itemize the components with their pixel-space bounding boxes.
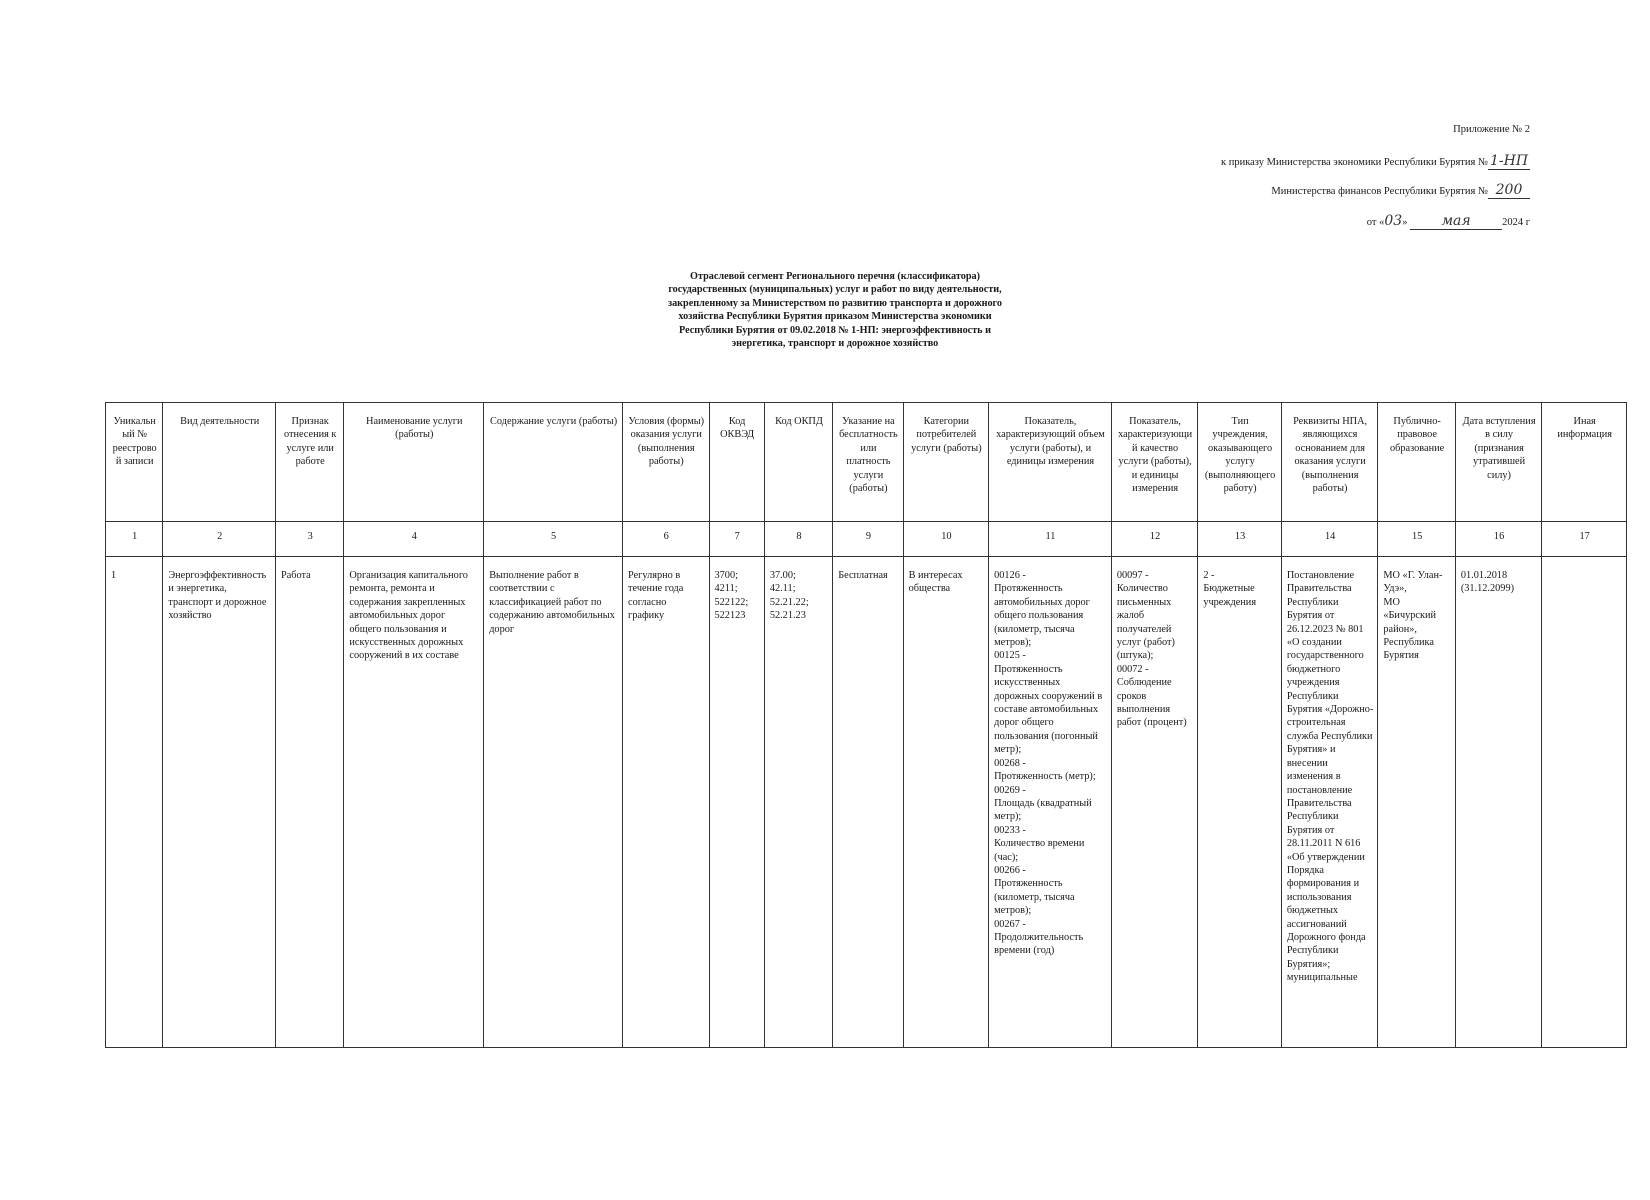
column-number: 9 xyxy=(833,522,903,557)
column-number: 12 xyxy=(1111,522,1198,557)
column-header: Код ОКПД xyxy=(764,403,832,522)
column-number: 4 xyxy=(344,522,484,557)
date-mid: » xyxy=(1402,217,1408,228)
column-header: Показатель, характеризующий объем услуги (работы), и единицы измерения xyxy=(989,403,1112,522)
order-line-text: к приказу Министерства экономики Республики Бурятия № xyxy=(1220,157,1488,168)
minfin-reference xyxy=(1271,182,1530,199)
column-header: Уникальный № реестровой записи xyxy=(106,403,163,522)
record-number-cell: 1 xyxy=(106,557,163,1048)
consumer-category-cell: В интересах общества xyxy=(903,557,989,1048)
column-header: Публично-правовое образование xyxy=(1378,403,1455,522)
column-header: Вид деятельности xyxy=(163,403,276,522)
payment-type-cell: Бесплатная xyxy=(833,557,903,1048)
legal-basis-cell: Постановление Правительства Республики Бурятия от 26.12.2023 № 801 «О создании государственного бюджетного учреждения Республики Бурятия «Дорожно-строительная служба Республики Бурятия» и внесении изменения в постановление Правительства Республики Бурятия от 28.11.2011 N 616 «Об утверждении Порядка формирования и использования бюджетных ассигнований Дорожного фонда Республики Бурятия»; муниципальные xyxy=(1281,557,1378,1048)
okved-code-cell: 3700; 4211; 522122; 522123 xyxy=(709,557,764,1048)
date-day: 03 xyxy=(1384,213,1403,229)
column-number: 15 xyxy=(1378,522,1455,557)
column-number: 11 xyxy=(989,522,1112,557)
column-number: 14 xyxy=(1281,522,1378,557)
institution-type-cell: 2 - Бюджетные учреждения xyxy=(1198,557,1281,1048)
column-number: 2 xyxy=(163,522,276,557)
column-number: 3 xyxy=(275,522,343,557)
column-header: Наименование услуги (работы) xyxy=(344,403,484,522)
column-header: Иная информация xyxy=(1542,403,1627,522)
column-number-row xyxy=(106,522,1627,557)
column-number: 10 xyxy=(903,522,989,557)
column-header: Показатель, характеризующий качество услуги (работы), и единицы измерения xyxy=(1111,403,1198,522)
column-number: 6 xyxy=(623,522,710,557)
effective-date-cell: 01.01.2018 (31.12.2099) xyxy=(1455,557,1542,1048)
column-number: 16 xyxy=(1455,522,1542,557)
service-content-cell: Выполнение работ в соответствии с классификацией работ по содержанию автомобильных дорог xyxy=(484,557,623,1048)
column-number: 13 xyxy=(1198,522,1281,557)
activity-type-cell: Энергоэффективность и энергетика, транспорт и дорожное хозяйство xyxy=(163,557,276,1048)
minfin-line-text: Министерства финансов Республики Бурятия № xyxy=(1271,186,1488,197)
okpd-code-cell: 37.00; 42.11; 52.21.22; 52.21.23 xyxy=(764,557,832,1048)
order-number: 1-НП xyxy=(1489,153,1529,169)
document-date xyxy=(1367,213,1530,230)
column-header: Реквизиты НПА, являющихся основанием для оказания услуги (выполнения работы) xyxy=(1281,403,1378,522)
column-number: 5 xyxy=(484,522,623,557)
appendix-label: Приложение № 2 xyxy=(1453,124,1530,135)
minfin-number: 200 xyxy=(1488,182,1530,199)
document-title: Отраслевой сегмент Регионального перечня (классификатора) государственных (муниципальных) услуг и работ по виду деятельности, закрепленному за Министерством по развитию транспорта и дорожного хозяйства Республики Бурятия приказом Министерства экономики Республики Бурятия от 09.02.2018 № 1-НП: энергоэффективность и энергетика, транспорт и дорожное хозяйство xyxy=(667,271,1003,350)
column-header: Условия (формы) оказания услуги (выполнения работы) xyxy=(623,403,710,522)
volume-indicator-cell: 00126 - Протяженность автомобильных дорог общего пользования (километр, тысяча метров); 00125 - Протяженность искусственных дорожных сооружений в составе автомобильных дорог общего пользования (погонный метр); 00268 - Протяженность (метр); 00269 - Площадь (квадратный метр); 00233 - Количество времени (час); 00266 - Протяженность (километр, тысяча метров); 00267 - Продолжительность времени (год) xyxy=(989,557,1112,1048)
column-header: Дата вступления в силу (признания утратившей силу) xyxy=(1455,403,1542,522)
table-row xyxy=(106,557,1627,1048)
column-header: Тип учреждения, оказывающего услугу (выполняющего работу) xyxy=(1198,403,1281,522)
date-prefix: от « xyxy=(1366,217,1385,228)
registry-table xyxy=(105,402,1627,1048)
column-header: Содержание услуги (работы) xyxy=(484,403,623,522)
column-header: Код ОКВЭД xyxy=(709,403,764,522)
service-name-cell: Организация капитального ремонта, ремонта и содержания закрепленных автомобильных дорог общего пользования и искусственных дорожных сооружений в их составе xyxy=(344,557,484,1048)
column-header: Указание на бесплатность или платность услуги (работы) xyxy=(833,403,903,522)
table-header-row xyxy=(106,403,1627,522)
column-number: 17 xyxy=(1542,522,1627,557)
date-year: 2024 г xyxy=(1502,217,1530,228)
quality-indicator-cell: 00097 - Количество письменных жалоб получателей услуг (работ) (штука); 00072 - Соблюдение сроков выполнения работ (процент) xyxy=(1111,557,1198,1048)
column-number: 7 xyxy=(709,522,764,557)
date-month: мая xyxy=(1410,213,1502,230)
column-header: Категории потребителей услуги (работы) xyxy=(903,403,989,522)
service-or-work-cell: Работа xyxy=(275,557,343,1048)
column-number: 8 xyxy=(764,522,832,557)
column-header: Признак отнесения к услуге или работе xyxy=(275,403,343,522)
other-info-cell xyxy=(1542,557,1627,1048)
public-entity-cell: МО «Г. Улан-Удэ», МО «Бичурский район», Республика Бурятия xyxy=(1378,557,1455,1048)
column-number: 1 xyxy=(106,522,163,557)
service-conditions-cell: Регулярно в течение года согласно графику xyxy=(623,557,710,1048)
order-reference xyxy=(1221,153,1530,170)
